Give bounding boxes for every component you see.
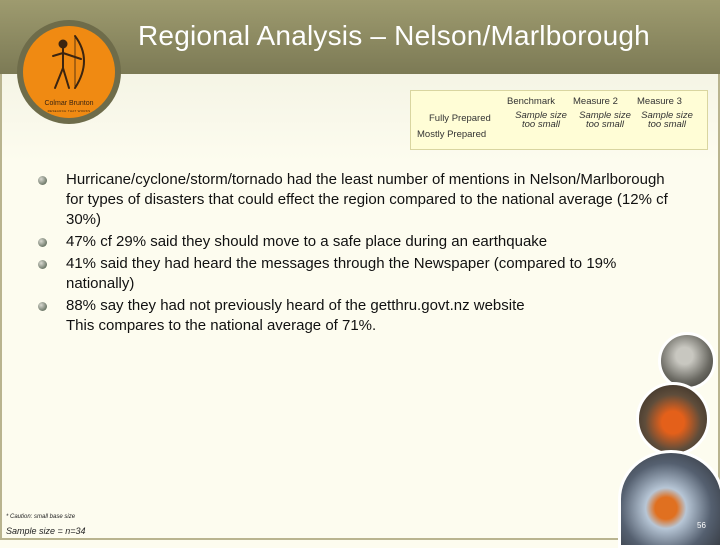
legend-header-measure3: Measure 3 [637,96,682,107]
bullet-icon [38,176,47,185]
list-item [38,254,668,294]
bullet-text: 88% say they had not previously heard of the getthru.govt.nz website [66,297,525,314]
bullet-icon [38,238,47,247]
legend-cell-measure2: Sample size too small [579,110,631,130]
list-item [38,232,668,252]
logo-tagline: RESEARCH THAT WORKS [47,109,91,113]
legend-row-mostly-prepared: Mostly Prepared [417,129,487,140]
bullet-icon [38,302,47,311]
legend-box [410,90,708,150]
bullet-text: 47% cf 29% said they should move to a safe place during an earthquake [66,233,548,250]
legend-cell-benchmark: Sample size too small [515,110,567,130]
bullet-list [38,170,668,338]
photo-collage [620,330,720,540]
list-item [38,170,668,230]
legend-header-measure2: Measure 2 [573,96,618,107]
bullet-icon [38,260,47,269]
caution-note: * Caution: small base size [6,514,76,520]
legend-row-fully-prepared: Fully Prepared [429,113,491,124]
emergency-crew-photo [618,450,720,548]
logo-name: Colmar Brunton [44,100,94,107]
list-item [38,296,668,336]
sample-size-note: Sample size = n=34 [6,526,86,536]
page-title: Regional Analysis – Nelson/Marlborough [138,20,650,51]
legend-cell-measure3: Sample size too small [641,110,693,130]
bullet-text: Hurricane/cyclone/storm/tornado had the least number of mentions in Nelson/Marlborough for types of disasters that could effect the region compared to the national average (12% cf 30%) [66,171,668,228]
rescue-worker-photo [658,332,716,390]
bullet-subtext: This compares to the national average of 71%. [66,317,377,334]
legend-header-benchmark: Benchmark [507,96,556,107]
company-logo [17,20,121,124]
page-number: 56 [697,521,706,530]
bullet-text: 41% said they had heard the messages through the Newspaper (compared to 19% nationally) [66,255,617,292]
search-team-photo [636,382,710,456]
